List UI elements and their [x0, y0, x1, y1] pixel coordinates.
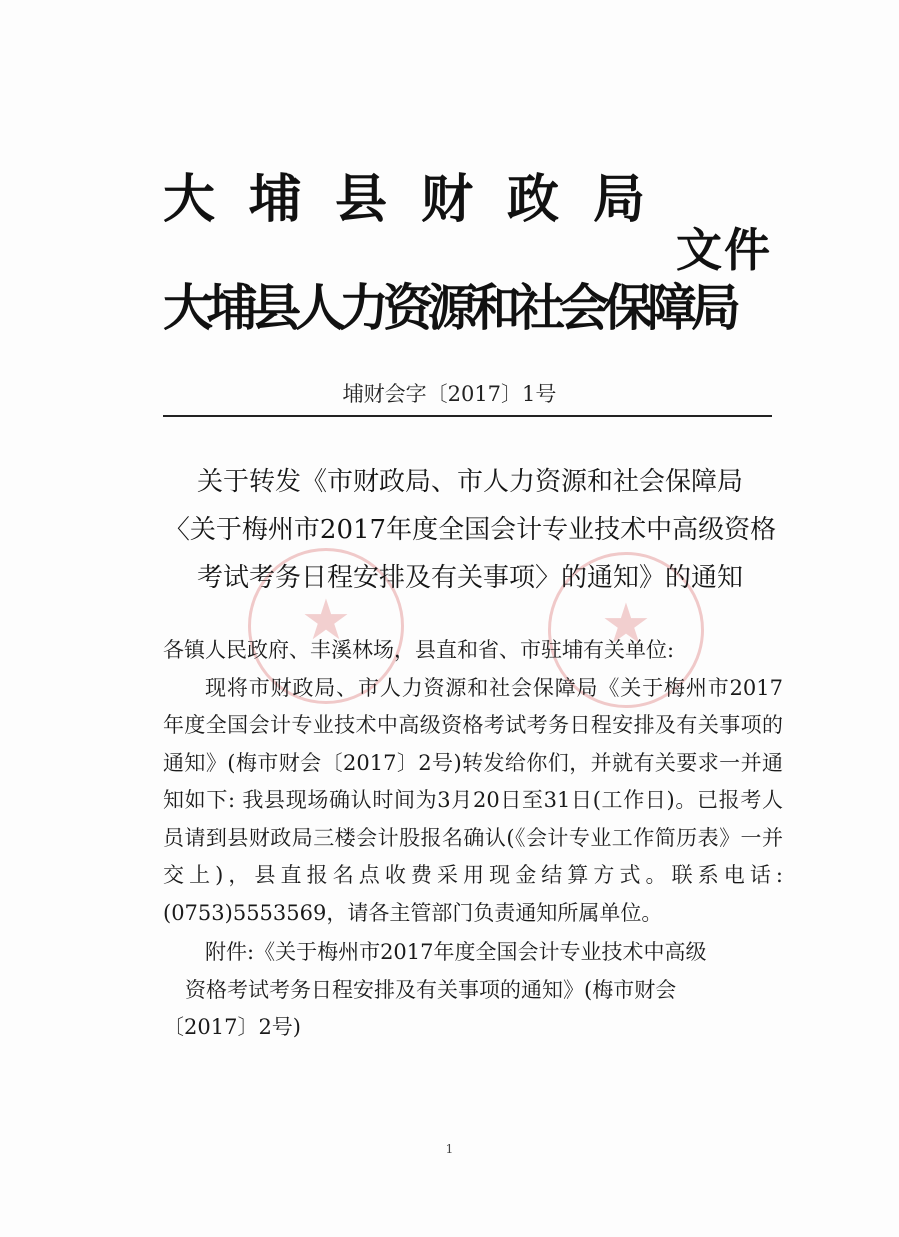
issuer-finance-bureau: 大埔县财政局 — [163, 170, 680, 230]
seal-star-icon: ★ — [600, 592, 652, 657]
main-paragraph: 现将市财政局、市人力资源和社会保障局《关于梅州市2017年度全国会计专业技术中高级资格考试考务日程安排及有关事项的通知》(梅市财会〔2017〕2号)转发给你们，并就有关要求一并通知如下: 我县现场确认时间为3月20日至31日(工作日)。已报考人员请到县财政局三楼会计股报名确认(《会计专业工作简历表》一并交上)，县直报名点收费采用现金结算方式。联系电话:(0753)5553569，请各主管部门负责通知所属单位。 — [163, 675, 783, 925]
document-title — [160, 458, 780, 602]
title-line-1: 关于转发《市财政局、市人力资源和社会保障局 — [196, 467, 743, 497]
document-suffix: 文件 — [676, 223, 772, 277]
salutation: 各镇人民政府、丰溪林场，县直和省、市驻埔有关单位: — [163, 638, 675, 662]
issuer-hr-bureau: 大埔县人力资源和社会保障局 — [163, 279, 735, 337]
attachment-line-3: 〔2017〕2号) — [163, 1015, 301, 1039]
seal-star-icon: ★ — [300, 588, 352, 653]
title-line-3: 考试考务日程安排及有关事项〉的通知》的通知 — [196, 563, 743, 593]
title-line-2: 〈关于梅州市2017年度全国会计专业技术中高级资格 — [163, 515, 777, 545]
page-number: 1 — [445, 1142, 454, 1156]
document-body — [163, 632, 783, 1047]
document-number: 埔财会字〔2017〕1号 — [342, 382, 557, 406]
attachment-line-1: 附件:《关于梅州市2017年度全国会计专业技术中高级 — [205, 940, 707, 964]
header-divider — [163, 415, 772, 417]
attachment-line-2: 资格考试考务日程安排及有关事项的通知》(梅市财会 — [185, 977, 677, 1002]
